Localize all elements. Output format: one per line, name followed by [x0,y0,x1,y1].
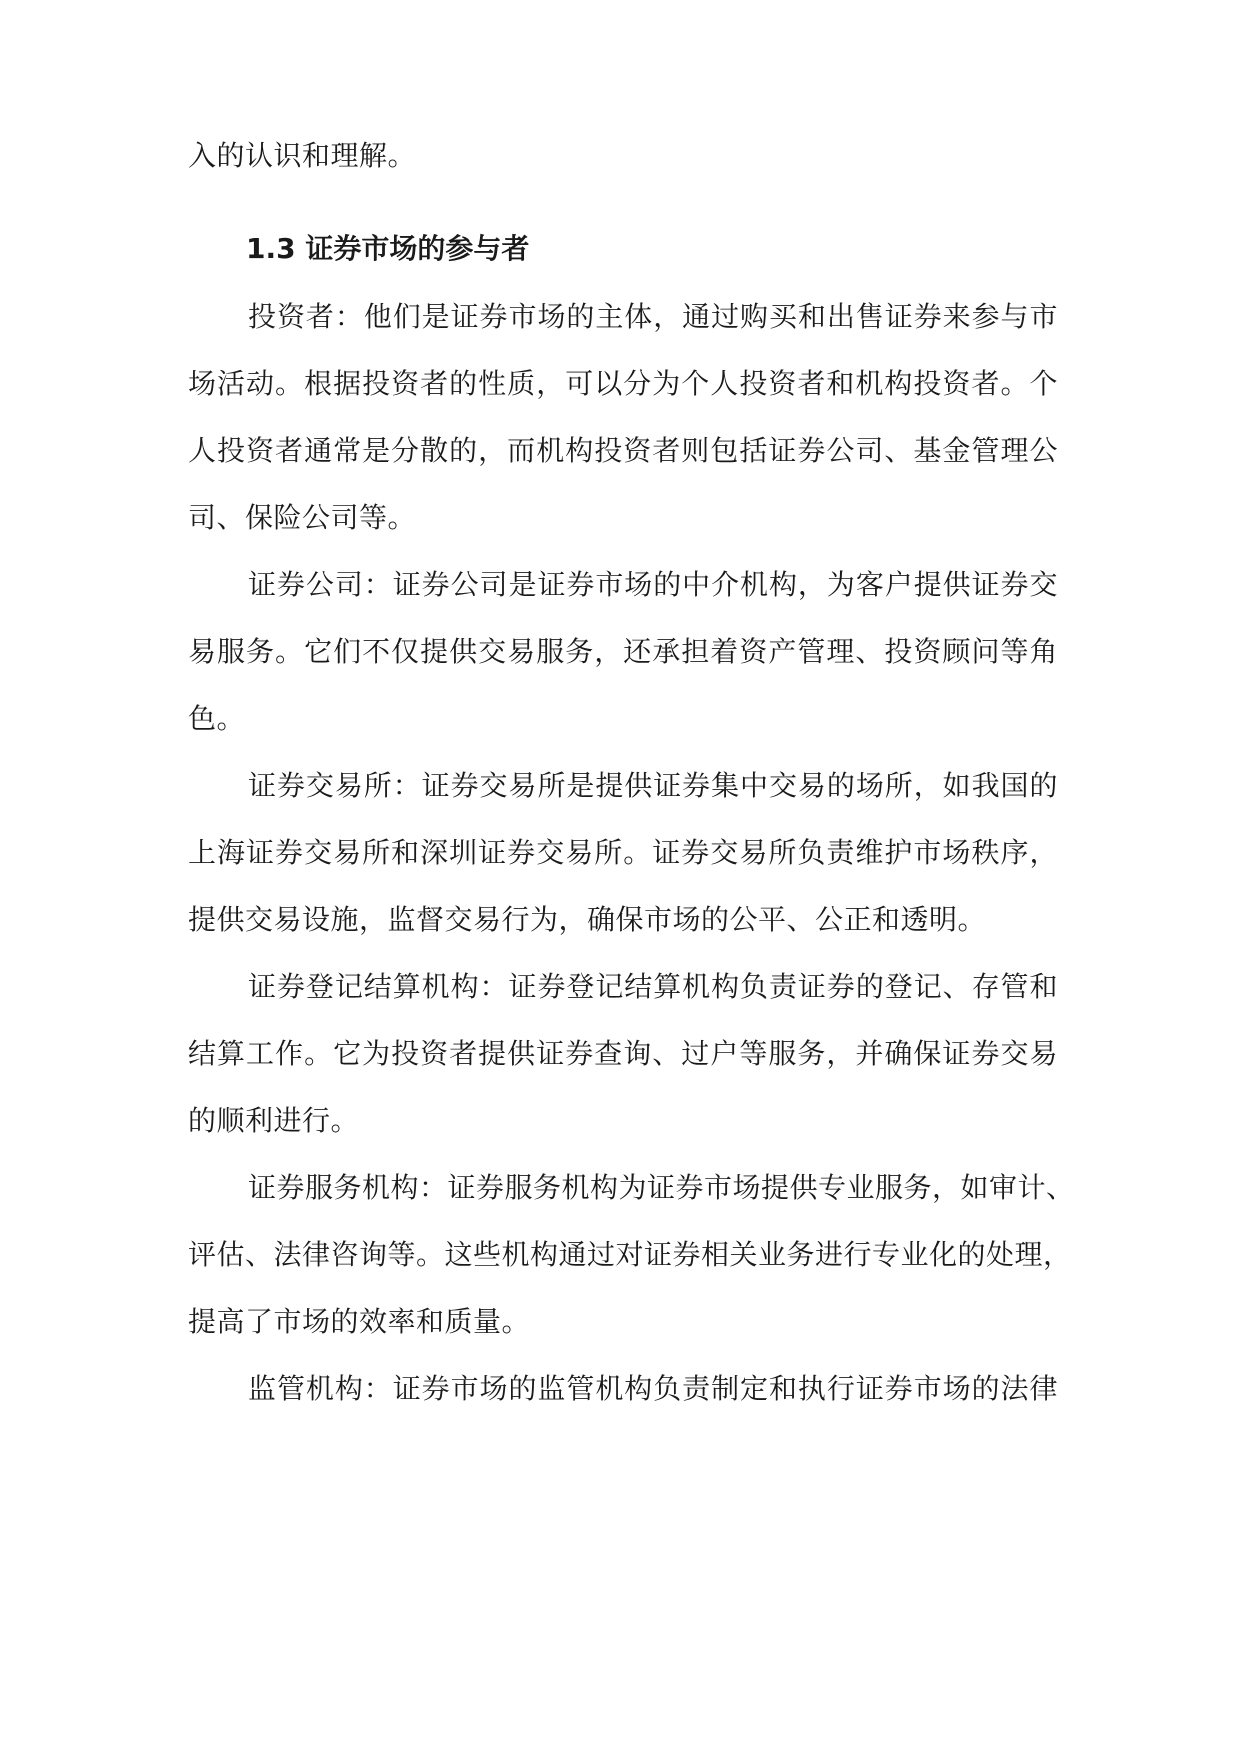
paragraph-line: 证券交易所：证券交易所是提供证券集中交易的场所，如我国的 [248,769,1058,802]
paragraph-line: 监管机构：证券市场的监管机构负责制定和执行证券市场的法律 [248,1372,1058,1405]
paragraph-line: 结算工作。它为投资者提供证券查询、过户等服务，并确保证券交易 [188,1037,1058,1070]
intro-tail-line: 入的认识和理解。 [188,139,417,172]
paragraph-line: 评估、法律咨询等。这些机构通过对证券相关业务进行专业化的处理， [188,1238,1072,1271]
paragraph-line: 提高了市场的效率和质量。 [188,1305,531,1338]
section-heading: 1.3 证券市场的参与者 [246,232,530,265]
paragraph-line: 易服务。它们不仅提供交易服务，还承担着资产管理、投资顾问等角 [188,635,1058,668]
paragraph-line: 证券登记结算机构：证券登记结算机构负责证券的登记、存管和 [248,970,1058,1003]
paragraph-line: 色。 [188,702,246,735]
paragraph-line: 证券服务机构：证券服务机构为证券市场提供专业服务，如审计、 [248,1171,1075,1204]
paragraph-line: 证券公司：证券公司是证券市场的中介机构，为客户提供证券交 [248,568,1058,601]
paragraph-line: 的顺利进行。 [188,1104,360,1137]
paragraph-line: 上海证券交易所和深圳证券交易所。证券交易所负责维护市场秩序， [188,836,1058,869]
paragraph-line: 场活动。根据投资者的性质，可以分为个人投资者和机构投资者。个 [188,367,1058,400]
paragraph-line: 提供交易设施，监督交易行为，确保市场的公平、公正和透明。 [188,903,987,936]
paragraph-line: 人投资者通常是分散的，而机构投资者则包括证券公司、基金管理公 [188,434,1058,467]
paragraph-line: 司、保险公司等。 [188,501,417,534]
paragraph-line: 投资者：他们是证券市场的主体，通过购买和出售证券来参与市 [248,300,1058,333]
